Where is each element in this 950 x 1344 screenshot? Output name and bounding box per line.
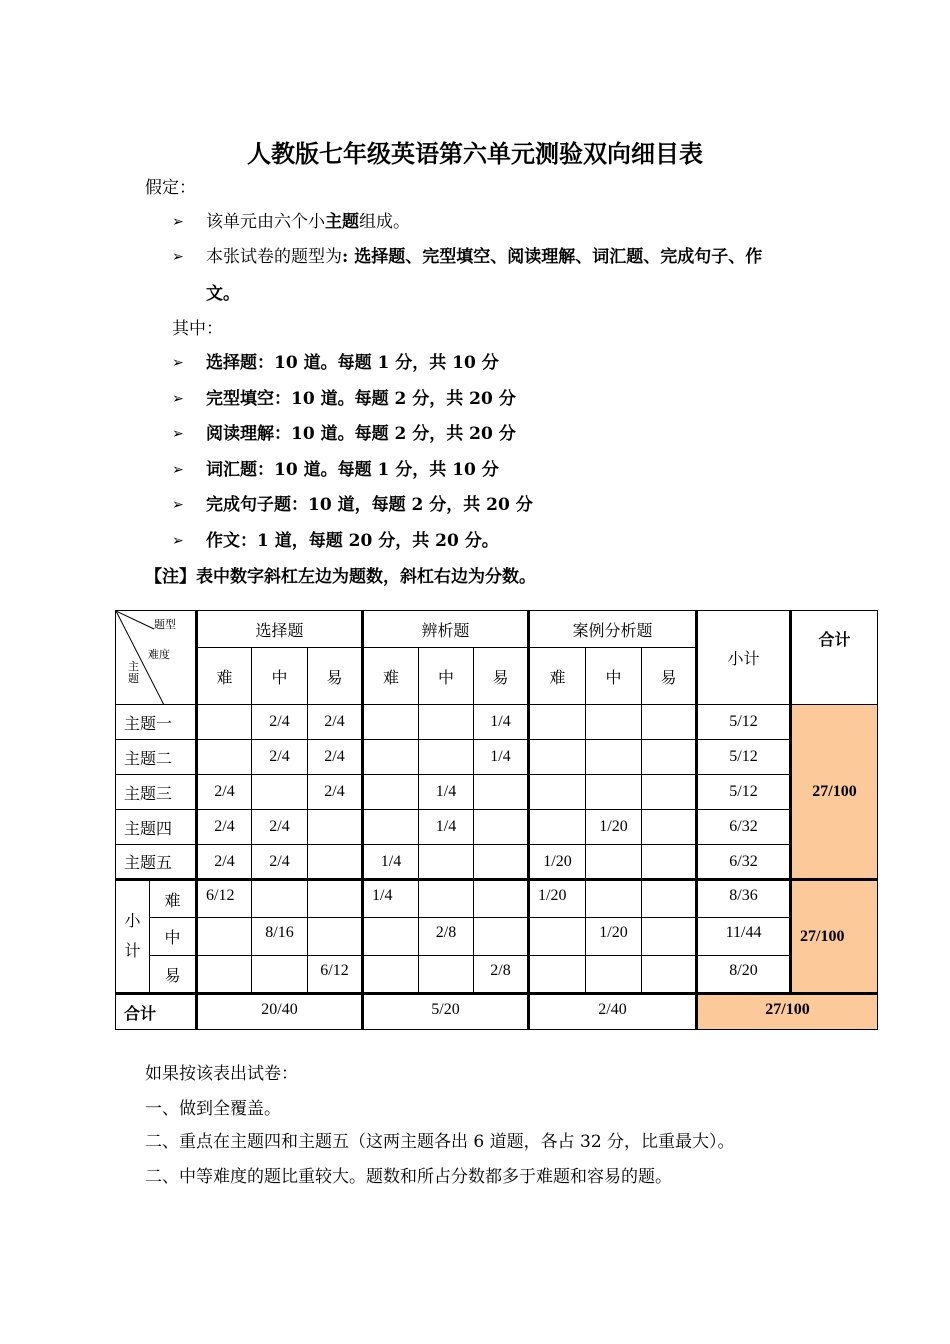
conclusion-item: 二、重点在主题四和主题五（这两主题各出 6 道题，各占 32 分，比重最大）。 xyxy=(145,1132,735,1152)
page-title: 人教版七年级英语第六单元测验双向细目表 xyxy=(247,140,703,168)
table-cell: 2/4 xyxy=(308,705,363,740)
level-header: 易 xyxy=(474,648,529,705)
table-cell xyxy=(308,845,363,880)
table-row xyxy=(116,845,878,880)
conclusion-item: 二、中等难度的题比重较大。题数和所占分数都多于难题和容易的题。 xyxy=(145,1167,672,1187)
table-cell: 2/4 xyxy=(197,845,252,880)
table-cell: 1/4 xyxy=(363,880,419,918)
table-cell xyxy=(642,880,697,918)
table-cell xyxy=(474,845,529,880)
bullet-marker: ➢ xyxy=(172,462,184,478)
intro-bullet-2 xyxy=(206,246,762,268)
total-row-label: 合计 xyxy=(116,994,197,1030)
table-row xyxy=(116,740,878,775)
table-cell: 2/8 xyxy=(419,918,474,956)
table-cell: 2/4 xyxy=(308,775,363,810)
table-cell xyxy=(419,845,474,880)
table-cell xyxy=(419,880,474,918)
group-total: 20/40 xyxy=(197,994,363,1030)
level-header: 易 xyxy=(642,648,697,705)
table-cell: 1/4 xyxy=(363,845,419,880)
table-cell: 6/12 xyxy=(197,880,252,918)
table-cell: 2/4 xyxy=(252,810,308,845)
table-cell xyxy=(474,775,529,810)
assumption-label: 假定： xyxy=(145,178,196,198)
level-header: 中 xyxy=(586,648,642,705)
table-cell xyxy=(419,705,474,740)
corner-cell xyxy=(116,611,197,705)
table-cell xyxy=(529,918,586,956)
table-cell: 1/20 xyxy=(529,880,586,918)
row-subtotal: 5/12 xyxy=(697,775,791,810)
intro-bullet-2-text: 本张试卷的题型为 xyxy=(206,247,342,267)
topic-label: 主题四 xyxy=(116,810,197,845)
table-cell xyxy=(363,740,419,775)
table-cell xyxy=(474,918,529,956)
table-cell: 2/4 xyxy=(252,705,308,740)
intro-bullet-1-text: 该单元由六个小 xyxy=(206,212,325,232)
detail-bullet: 选择题：10 道。每题 1 分，共 10 分 xyxy=(206,353,499,373)
table-cell xyxy=(529,705,586,740)
level-label: 易 xyxy=(150,956,197,994)
table-cell xyxy=(197,918,252,956)
detail-bullet: 作文：1 道，每题 20 分，共 20 分。 xyxy=(206,531,499,551)
intro-bullet-2-bold: : 选择题、完型填空、阅读理解、词汇题、完成句子、作 xyxy=(342,247,763,267)
spec-table xyxy=(115,610,878,1030)
level-label: 难 xyxy=(150,880,197,918)
table-cell xyxy=(586,740,642,775)
table-row xyxy=(116,918,878,956)
table-row xyxy=(116,956,878,994)
table-cell xyxy=(586,705,642,740)
table-cell: 6/12 xyxy=(308,956,363,994)
table-cell: 1/4 xyxy=(474,740,529,775)
table-cell xyxy=(308,880,363,918)
table-cell xyxy=(363,705,419,740)
table-cell xyxy=(586,775,642,810)
subtotal-header: 小计 xyxy=(697,611,791,705)
table-cell xyxy=(363,956,419,994)
level-header: 中 xyxy=(419,648,474,705)
table-cell xyxy=(252,775,308,810)
table-cell xyxy=(529,740,586,775)
bullet-marker: ➢ xyxy=(172,533,184,549)
table-cell xyxy=(529,775,586,810)
table-cell: 2/4 xyxy=(252,845,308,880)
table-row xyxy=(116,705,878,740)
table-cell: 8/16 xyxy=(252,918,308,956)
table-cell xyxy=(642,775,697,810)
bullet-marker: ➢ xyxy=(172,391,184,407)
bullet-marker: ➢ xyxy=(172,214,184,230)
table-cell xyxy=(642,740,697,775)
table-cell xyxy=(642,918,697,956)
detail-bullet: 完型填空：10 道。每题 2 分，共 20 分 xyxy=(206,389,516,409)
level-header: 难 xyxy=(363,648,419,705)
table-cell xyxy=(252,880,308,918)
table-cell xyxy=(474,810,529,845)
row-subtotal: 8/20 xyxy=(697,956,791,994)
table-note: 【注】表中数字斜杠左边为题数，斜杠右边为分数。 xyxy=(145,567,536,587)
intro-bullet-1 xyxy=(206,211,410,233)
table-cell: 1/20 xyxy=(586,918,642,956)
table-cell: 2/4 xyxy=(308,740,363,775)
corner-topic-label: 主 题 xyxy=(128,660,139,685)
table-cell xyxy=(197,740,252,775)
table-cell xyxy=(529,810,586,845)
table-cell xyxy=(529,956,586,994)
table-cell: 1/20 xyxy=(529,845,586,880)
row-subtotal: 6/32 xyxy=(697,845,791,880)
table-cell xyxy=(308,810,363,845)
total-header: 合计 xyxy=(791,611,878,705)
intro-bullet-2-cont: 文。 xyxy=(206,284,240,304)
level-header: 难 xyxy=(197,648,252,705)
detail-bullet: 词汇题：10 道。每题 1 分，共 10 分 xyxy=(206,460,499,480)
table-cell xyxy=(252,956,308,994)
conclusion-intro: 如果按该表出试卷： xyxy=(145,1064,298,1084)
table-cell xyxy=(642,845,697,880)
table-cell xyxy=(363,810,419,845)
intro-bullet-1-bold: 主题 xyxy=(325,212,359,232)
topic-label: 主题二 xyxy=(116,740,197,775)
level-header: 易 xyxy=(308,648,363,705)
level-header: 难 xyxy=(529,648,586,705)
table-cell: 1/20 xyxy=(586,810,642,845)
topic-label: 主题一 xyxy=(116,705,197,740)
table-row xyxy=(116,880,878,918)
table-row xyxy=(116,775,878,810)
table-cell xyxy=(586,880,642,918)
topic-label: 主题五 xyxy=(116,845,197,880)
table-cell xyxy=(586,956,642,994)
row-subtotal: 5/12 xyxy=(697,740,791,775)
table-cell: 1/4 xyxy=(474,705,529,740)
row-subtotal: 6/32 xyxy=(697,810,791,845)
table-cell xyxy=(419,956,474,994)
table-cell xyxy=(419,740,474,775)
table-cell xyxy=(197,705,252,740)
table-cell: 2/8 xyxy=(474,956,529,994)
table-cell: 1/4 xyxy=(419,810,474,845)
table-cell xyxy=(642,956,697,994)
group-header: 选择题 xyxy=(197,611,363,648)
topic-total-cell: 27/100 xyxy=(791,705,878,880)
corner-difficulty-label: 难度 xyxy=(148,648,170,661)
intro-bullet-1-tail: 组成。 xyxy=(359,212,410,232)
table-cell xyxy=(308,918,363,956)
table-row xyxy=(116,994,878,1030)
row-subtotal: 11/44 xyxy=(697,918,791,956)
table-cell xyxy=(642,705,697,740)
table-cell: 2/4 xyxy=(197,810,252,845)
detail-bullet: 完成句子题：10 道，每题 2 分，共 20 分 xyxy=(206,495,533,515)
conclusion-item: 一、做到全覆盖。 xyxy=(145,1099,281,1119)
corner-type-label: 题型 xyxy=(154,618,176,631)
table-row xyxy=(116,810,878,845)
table-cell xyxy=(363,775,419,810)
row-subtotal: 5/12 xyxy=(697,705,791,740)
bullet-marker: ➢ xyxy=(172,249,184,265)
table-cell xyxy=(642,810,697,845)
table-cell: 2/4 xyxy=(252,740,308,775)
among-label: 其中： xyxy=(172,319,223,339)
level-total-cell: 27/100 xyxy=(791,880,878,994)
table-cell xyxy=(586,845,642,880)
bullet-marker: ➢ xyxy=(172,355,184,371)
group-header: 辨析题 xyxy=(363,611,529,648)
subtotal-block-label: 小 计 xyxy=(116,880,150,994)
table-cell: 1/4 xyxy=(419,775,474,810)
detail-bullet: 阅读理解：10 道。每题 2 分，共 20 分 xyxy=(206,424,516,444)
level-label: 中 xyxy=(150,918,197,956)
grand-total-cell: 27/100 xyxy=(697,994,878,1030)
topic-label: 主题三 xyxy=(116,775,197,810)
table-cell: 2/4 xyxy=(197,775,252,810)
level-header: 中 xyxy=(252,648,308,705)
table-cell xyxy=(474,880,529,918)
group-header: 案例分析题 xyxy=(529,611,697,648)
bullet-marker: ➢ xyxy=(172,497,184,513)
group-total: 2/40 xyxy=(529,994,697,1030)
group-total: 5/20 xyxy=(363,994,529,1030)
bullet-marker: ➢ xyxy=(172,426,184,442)
table-cell xyxy=(197,956,252,994)
table-cell xyxy=(363,918,419,956)
row-subtotal: 8/36 xyxy=(697,880,791,918)
